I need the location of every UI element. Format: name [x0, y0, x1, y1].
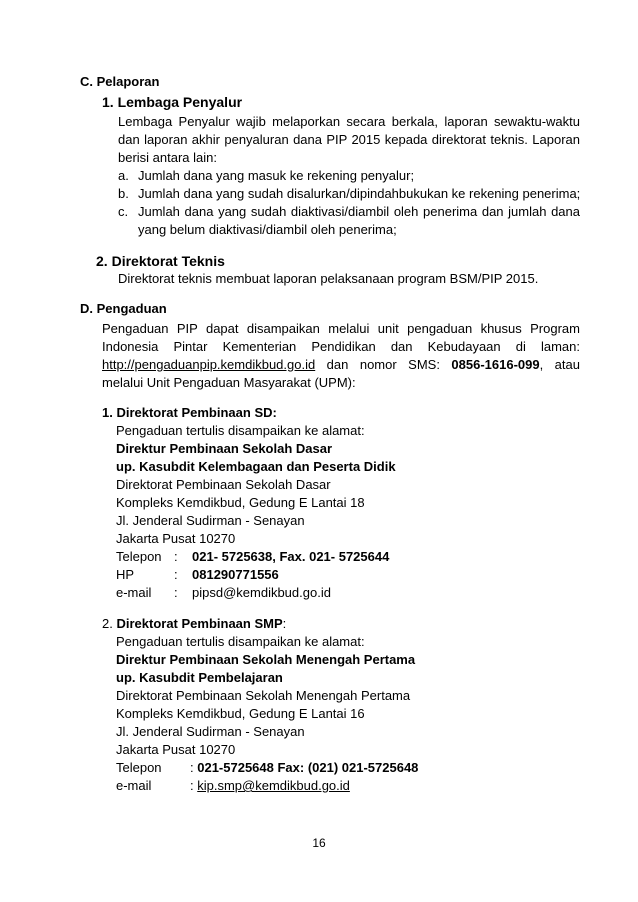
sms-text: dan nomor SMS:	[315, 357, 452, 372]
sd-address-line-4: Kompleks Kemdikbud, Gedung E Lantai 18	[116, 495, 365, 510]
section-d-paragraph-line-3	[102, 357, 580, 373]
smp-tel-line	[190, 760, 418, 776]
item-2-paragraph: Direktorat teknis membuat laporan pelaksanaan program BSM/PIP 2015.	[118, 271, 539, 286]
item-1-heading	[102, 94, 242, 110]
smp-email-label: e-mail	[116, 778, 152, 793]
smp-title	[102, 616, 286, 632]
item-1-number: 1.	[102, 94, 114, 110]
sd-address-line-3: Direktorat Pembinaan Sekolah Dasar	[116, 477, 331, 492]
list-marker-b: b.	[118, 186, 129, 201]
sd-email-value[interactable]: pipsd@kemdikbud.go.id	[192, 585, 331, 600]
sd-hp-value: 081290771556	[192, 567, 279, 582]
smp-tel-sep: :	[190, 760, 198, 775]
smp-address-line-4: Kompleks Kemdikbud, Gedung E Lantai 16	[116, 706, 365, 721]
sd-address-line-1: Direktur Pembinaan Sekolah Dasar	[116, 441, 333, 456]
sd-tel-value: 021- 5725638, Fax. 021- 5725644	[192, 549, 390, 564]
smp-address-line-2: up. Kasubdit Pembelajaran	[116, 670, 283, 685]
item-1-title: Lembaga Penyalur	[117, 94, 243, 110]
sd-intro: Pengaduan tertulis disampaikan ke alamat:	[116, 423, 365, 438]
item-2-number: 2.	[96, 253, 108, 269]
sd-email-sep: :	[174, 585, 178, 600]
smp-address-line-6: Jakarta Pusat 10270	[116, 742, 236, 757]
line-3-end: , atau	[539, 357, 580, 372]
sms-number: 0856-1616-099	[451, 357, 540, 372]
sd-title: 1. Direktorat Pembinaan SD:	[102, 405, 277, 420]
sd-tel-sep: :	[174, 549, 178, 564]
pengaduan-link[interactable]: http://pengaduanpip.kemdikbud.go.id	[102, 357, 316, 372]
section-d-heading: D. Pengaduan	[80, 301, 167, 316]
list-item-c-line-2: yang belum diaktivasi/diambil oleh penerima;	[138, 222, 397, 237]
list-item-a: Jumlah dana yang masuk ke rekening penyalur;	[138, 168, 415, 183]
section-d-paragraph-line-1: Pengaduan PIP dapat disampaikan melalui unit pengaduan khusus Program	[102, 321, 580, 336]
smp-title-colon: :	[282, 616, 287, 631]
list-item-b: Jumlah dana yang sudah disalurkan/dipindahbukukan ke rekening penerima;	[138, 186, 581, 201]
item-2-heading	[96, 253, 225, 269]
sd-address-line-6: Jakarta Pusat 10270	[116, 531, 236, 546]
item-1-paragraph-line-1: Lembaga Penyalur wajib melaporkan secara berkala, laporan sewaktu-waktu	[118, 114, 580, 129]
smp-email-value[interactable]: kip.smp@kemdikbud.go.id	[197, 778, 350, 793]
smp-email-sep: :	[190, 778, 198, 793]
list-item-c-line-1: Jumlah dana yang sudah diaktivasi/diambil oleh penerima dan jumlah dana	[138, 204, 580, 219]
list-marker-a: a.	[118, 168, 129, 183]
item-1-paragraph-line-3: berisi antara lain:	[118, 150, 217, 165]
section-d-paragraph-line-4: melalui Unit Pengaduan Masyarakat (UPM):	[102, 375, 356, 390]
smp-tel-value: 021-5725648 Fax: (021) 021-5725648	[197, 760, 419, 775]
item-1-paragraph-line-2: dan laporan akhir penyaluran dana PIP 2015 kepada direktorat teknis. Laporan	[118, 132, 580, 147]
smp-tel-label: Telepon	[116, 760, 162, 775]
smp-title-number: 2.	[102, 616, 117, 631]
smp-address-line-3: Direktorat Pembinaan Sekolah Menengah Pertama	[116, 688, 411, 703]
section-c-heading: C. Pelaporan	[80, 74, 160, 89]
sd-hp-label: HP	[116, 567, 135, 582]
item-2-title: Direktorat Teknis	[111, 253, 225, 269]
page-number: 16	[312, 836, 326, 850]
smp-title-text: Direktorat Pembinaan SMP	[116, 616, 283, 631]
sd-tel-label: Telepon	[116, 549, 162, 564]
smp-address-line-5: Jl. Jenderal Sudirman - Senayan	[116, 724, 305, 739]
section-d-paragraph-line-2: Indonesia Pintar Kementerian Pendidikan dan Kebudayaan di laman:	[102, 339, 580, 354]
sd-address-line-5: Jl. Jenderal Sudirman - Senayan	[116, 513, 305, 528]
sd-email-label: e-mail	[116, 585, 152, 600]
smp-address-line-1: Direktur Pembinaan Sekolah Menengah Pertama	[116, 652, 416, 667]
sd-address-line-2: up. Kasubdit Kelembagaan dan Peserta Didik	[116, 459, 396, 474]
sd-hp-sep: :	[174, 567, 178, 582]
smp-intro: Pengaduan tertulis disampaikan ke alamat:	[116, 634, 365, 649]
smp-email-line	[190, 778, 350, 794]
list-marker-c: c.	[118, 204, 129, 219]
